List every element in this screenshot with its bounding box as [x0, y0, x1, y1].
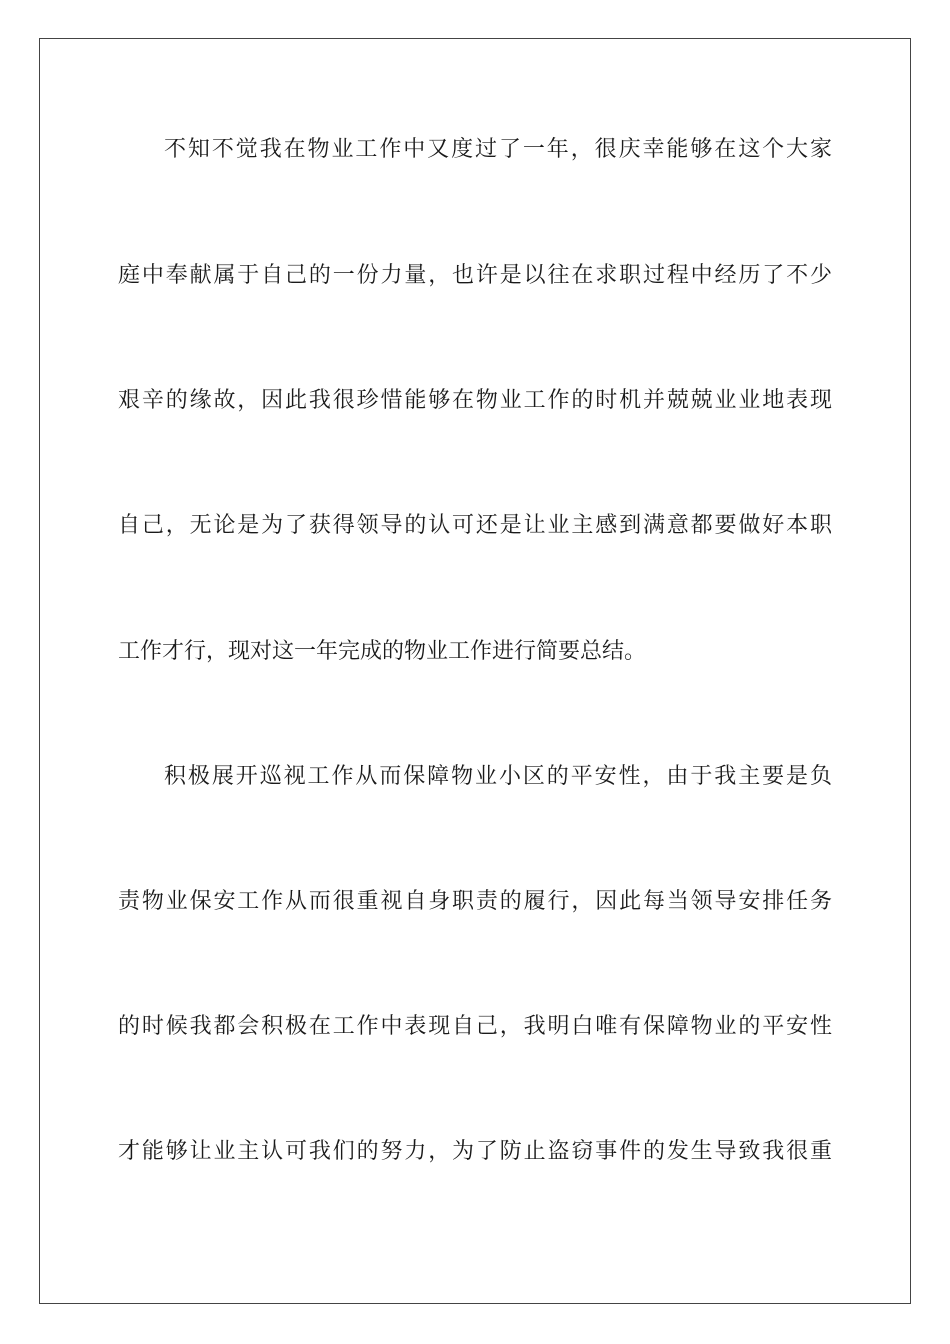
paragraph-line: 才能够让业主认可我们的努力，为了防止盗窃事件的发生导致我很重 [118, 1139, 832, 1164]
paragraph-line: 自己，无论是为了获得领导的认可还是让业主感到满意都要做好本职 [118, 513, 832, 538]
page-border [39, 38, 911, 1304]
paragraph-line: 工作才行，现对这一年完成的物业工作进行简要总结。 [118, 639, 647, 664]
paragraph-line: 庭中奉献属于自己的一份力量，也许是以往在求职过程中经历了不少 [118, 263, 832, 288]
paragraph-line: 艰辛的缘故，因此我很珍惜能够在物业工作的时机并兢兢业业地表现 [118, 388, 832, 413]
paragraph-line: 的时候我都会积极在工作中表现自己，我明白唯有保障物业的平安性 [118, 1014, 832, 1039]
paragraph-line: 不知不觉我在物业工作中又度过了一年，很庆幸能够在这个大家 [164, 137, 832, 162]
paragraph-line: 积极展开巡视工作从而保障物业小区的平安性，由于我主要是负 [164, 764, 832, 789]
paragraph-line: 责物业保安工作从而很重视自身职责的履行，因此每当领导安排任务 [118, 889, 832, 914]
